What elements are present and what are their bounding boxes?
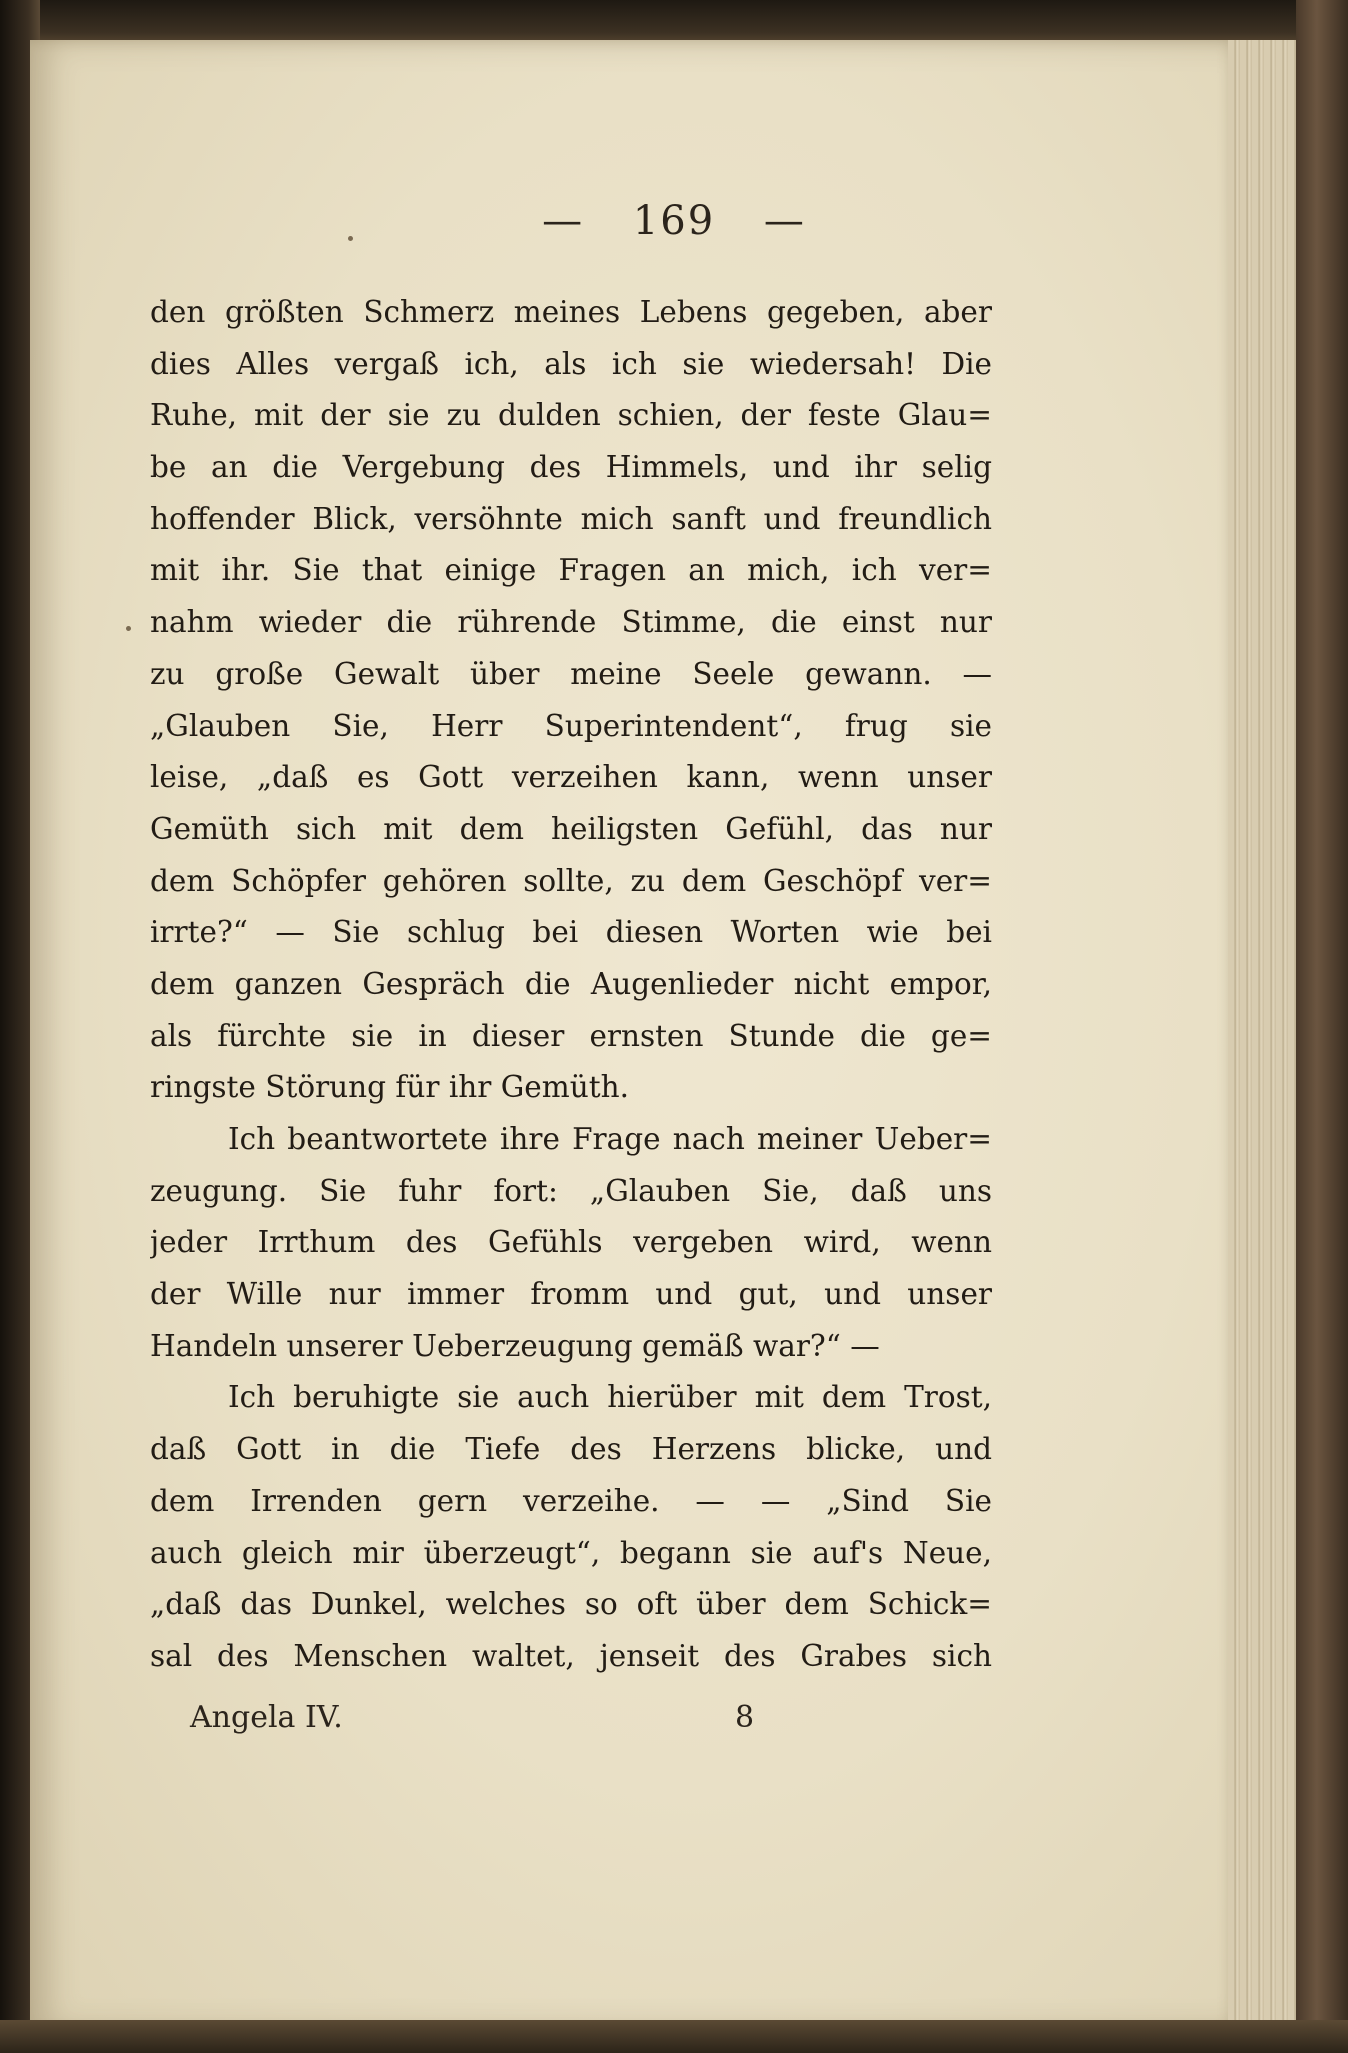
text-line: leise, „daß es Gott verzeihen kann, wenn unser — [150, 760, 992, 795]
book-cover-right — [1296, 0, 1348, 2053]
paragraph — [150, 1114, 992, 1372]
text-line: auch gleich mir überzeugt“, begann sie auf's Neue, — [150, 1535, 992, 1570]
text-line: „Glauben Sie, Herr Superintendent“, frug sie — [150, 708, 992, 743]
text-line: ringste Störung für ihr Gemüth. — [150, 1070, 629, 1105]
text-line: mit ihr. Sie that einige Fragen an mich, ich ver= — [150, 553, 992, 588]
header-dash-right: — — [763, 198, 806, 244]
text-line: be an die Vergebung des Himmels, und ihr selig — [150, 450, 992, 485]
signature-title: Angela IV. — [190, 1700, 343, 1735]
body-text — [150, 287, 992, 1683]
text-line: zeugung. Sie fuhr fort: „Glauben Sie, daß uns — [150, 1173, 992, 1208]
text-line: sal des Menschen waltet, jenseit des Grabes sich — [150, 1638, 992, 1673]
text-line: Ruhe, mit der sie zu dulden schien, der feste Glau= — [150, 398, 992, 433]
page-header — [0, 198, 1348, 244]
page-footer — [190, 1700, 790, 1750]
header-dash-left: — — [542, 198, 585, 244]
book-cover-bottom — [0, 2020, 1348, 2053]
text-line: dem ganzen Gespräch die Augenlieder nicht empor, — [150, 966, 992, 1001]
text-line: hoffender Blick, versöhnte mich sanft und freundlich — [150, 501, 992, 536]
text-line: den größten Schmerz meines Lebens gegeben, aber — [150, 295, 992, 329]
text-line: zu große Gewalt über meine Seele gewann. — — [150, 656, 992, 691]
text-line: Gemüth sich mit dem heiligsten Gefühl, das nur — [150, 811, 992, 846]
text-line: dem Irrenden gern verzeihe. — — „Sind Sie — [150, 1483, 992, 1518]
paragraph — [150, 287, 992, 1114]
text-line: Ich beantwortete ihre Frage nach meiner Ueber= — [228, 1122, 992, 1156]
text-line: Ich beruhigte sie auch hierüber mit dem Trost, — [228, 1380, 992, 1415]
text-line: Handeln unserer Ueberzeugung gemäß war?“ — — [150, 1328, 880, 1363]
text-line: dies Alles vergaß ich, als ich sie wiedersah! Die — [150, 346, 992, 381]
paragraph — [150, 1372, 992, 1682]
text-line: daß Gott in die Tiefe des Herzens blicke, und — [150, 1432, 992, 1467]
paper-speck — [126, 626, 131, 631]
text-line: dem Schöpfer gehören sollte, zu dem Geschöpf ver= — [150, 863, 992, 898]
text-line: als fürchte sie in dieser ernsten Stunde die ge= — [150, 1018, 992, 1053]
text-line: irrte?“ — Sie schlug bei diesen Worten wie bei — [150, 915, 992, 950]
signature-number: 8 — [735, 1700, 755, 1735]
page-edges — [1228, 40, 1298, 2030]
text-line: nahm wieder die rührende Stimme, die einst nur — [150, 605, 992, 640]
page-number: 169 — [632, 198, 716, 244]
text-line: „daß das Dunkel, welches so oft über dem Schick= — [150, 1587, 992, 1622]
text-line: der Wille nur immer fromm und gut, und unser — [150, 1277, 992, 1312]
text-line: jeder Irrthum des Gefühls vergeben wird, wenn — [150, 1225, 992, 1260]
